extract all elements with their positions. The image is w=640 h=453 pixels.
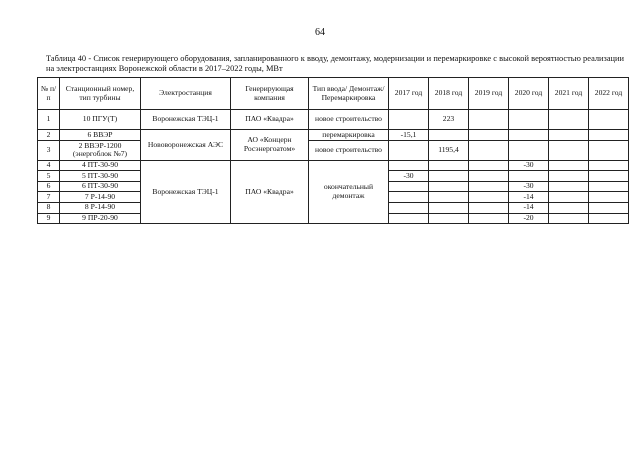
- cell-2020: -30: [509, 160, 549, 171]
- cell-2022: [589, 110, 629, 130]
- cell-2019: [469, 171, 509, 182]
- header-2022: 2022 год: [589, 78, 629, 110]
- cell-station: 8 Р-14-90: [60, 202, 141, 213]
- cell-2021: [549, 213, 589, 224]
- cell-station: 2 ВВЭР-1200 (энергоблок №7): [60, 140, 141, 160]
- cell-2019: [469, 140, 509, 160]
- cell-company: АО «Концерн Росэнергоатом»: [231, 130, 309, 161]
- table-row: [38, 110, 629, 130]
- cell-2018: [429, 160, 469, 171]
- cell-2022: [589, 202, 629, 213]
- cell-2020: [509, 171, 549, 182]
- cell-2020: -30: [509, 181, 549, 192]
- cell-2017: [389, 140, 429, 160]
- cell-station: 7 Р-14-90: [60, 192, 141, 203]
- cell-2019: [469, 130, 509, 141]
- cell-2019: [469, 202, 509, 213]
- cell-2018: [429, 171, 469, 182]
- cell-2020: -14: [509, 192, 549, 203]
- cell-plant: Воронежская ТЭЦ-1: [141, 110, 231, 130]
- cell-station: 6 ВВЭР: [60, 130, 141, 141]
- cell-num: 3: [38, 140, 60, 160]
- cell-2017: [389, 181, 429, 192]
- cell-2021: [549, 130, 589, 141]
- cell-num: 4: [38, 160, 60, 171]
- table-row: [38, 160, 629, 171]
- table-caption: Таблица 40 - Список генерирующего оборудования, запланированного к вводу, демонтажу, модернизации и перемаркировке с высокой вероятностью реализации на электростанциях Воронежской области в 2017–2022 годы, МВт: [46, 54, 624, 73]
- cell-2019: [469, 192, 509, 203]
- cell-2022: [589, 192, 629, 203]
- equipment-table: [37, 77, 629, 224]
- cell-2017: [389, 192, 429, 203]
- cell-2022: [589, 213, 629, 224]
- table-row: [38, 130, 629, 141]
- cell-num: 2: [38, 130, 60, 141]
- cell-station: 10 ПГУ(Т): [60, 110, 141, 130]
- header-2019: 2019 год: [469, 78, 509, 110]
- header-type: Тип ввода/ Демонтаж/ Перемаркировка: [309, 78, 389, 110]
- cell-2017: -15,1: [389, 130, 429, 141]
- cell-type: перемаркировка: [309, 130, 389, 141]
- cell-2021: [549, 171, 589, 182]
- header-2020: 2020 год: [509, 78, 549, 110]
- cell-type: новое строительство: [309, 110, 389, 130]
- cell-station: 4 ПТ-30-90: [60, 160, 141, 171]
- cell-2017: [389, 160, 429, 171]
- cell-station: 5 ПТ-30-90: [60, 171, 141, 182]
- cell-2018: 1195,4: [429, 140, 469, 160]
- cell-2021: [549, 181, 589, 192]
- cell-type: окончательный демонтаж: [309, 160, 389, 224]
- cell-2018: [429, 213, 469, 224]
- cell-type: новое строительство: [309, 140, 389, 160]
- cell-num: 5: [38, 171, 60, 182]
- cell-2021: [549, 202, 589, 213]
- cell-plant: Нововоронежская АЭС: [141, 130, 231, 161]
- cell-2018: [429, 181, 469, 192]
- cell-station: 6 ПТ-30-90: [60, 181, 141, 192]
- header-station: Станционный номер, тип турбины: [60, 78, 141, 110]
- cell-2022: [589, 181, 629, 192]
- cell-2018: [429, 130, 469, 141]
- cell-2020: [509, 110, 549, 130]
- cell-2021: [549, 110, 589, 130]
- header-2018: 2018 год: [429, 78, 469, 110]
- cell-2020: -20: [509, 213, 549, 224]
- cell-company: ПАО «Квадра»: [231, 110, 309, 130]
- header-2017: 2017 год: [389, 78, 429, 110]
- cell-2018: 223: [429, 110, 469, 130]
- cell-2020: [509, 130, 549, 141]
- cell-2019: [469, 160, 509, 171]
- cell-num: 1: [38, 110, 60, 130]
- cell-2019: [469, 213, 509, 224]
- cell-plant: Воронежская ТЭЦ-1: [141, 160, 231, 224]
- cell-2021: [549, 140, 589, 160]
- cell-2020: -14: [509, 202, 549, 213]
- cell-2017: [389, 110, 429, 130]
- cell-2021: [549, 160, 589, 171]
- cell-company: ПАО «Квадра»: [231, 160, 309, 224]
- header-plant: Электростанция: [141, 78, 231, 110]
- cell-2018: [429, 202, 469, 213]
- cell-2019: [469, 110, 509, 130]
- cell-2022: [589, 130, 629, 141]
- cell-2018: [429, 192, 469, 203]
- cell-2017: [389, 213, 429, 224]
- table-row: [38, 140, 629, 160]
- cell-num: 7: [38, 192, 60, 203]
- cell-2022: [589, 171, 629, 182]
- cell-2021: [549, 192, 589, 203]
- header-2021: 2021 год: [549, 78, 589, 110]
- cell-2017: -30: [389, 171, 429, 182]
- cell-2019: [469, 181, 509, 192]
- header-num: № п/п: [38, 78, 60, 110]
- cell-2020: [509, 140, 549, 160]
- page-number: 64: [315, 27, 325, 38]
- cell-num: 8: [38, 202, 60, 213]
- header-company: Генерирующая компания: [231, 78, 309, 110]
- cell-num: 6: [38, 181, 60, 192]
- cell-2017: [389, 202, 429, 213]
- table-header-row: [38, 78, 629, 110]
- cell-2022: [589, 160, 629, 171]
- cell-2022: [589, 140, 629, 160]
- cell-station: 9 ПР-20-90: [60, 213, 141, 224]
- cell-num: 9: [38, 213, 60, 224]
